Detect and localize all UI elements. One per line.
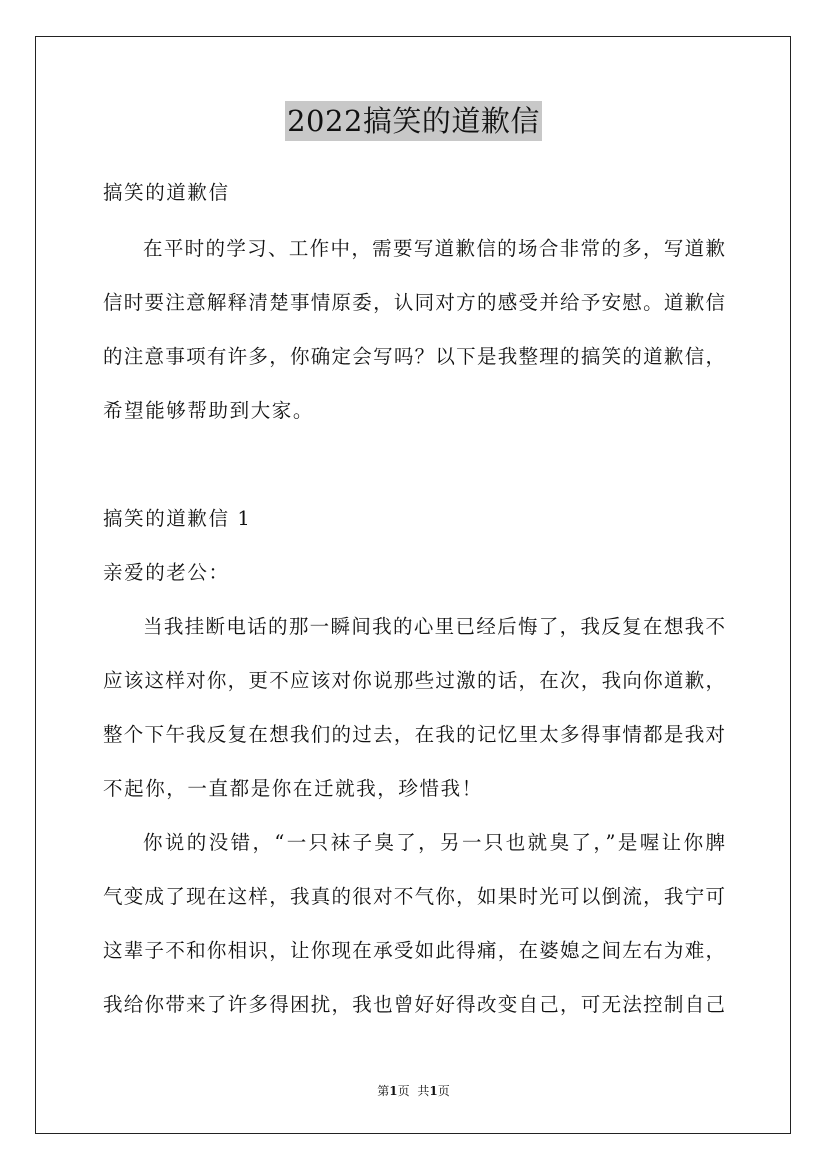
total-prefix: 共 — [417, 1084, 430, 1098]
section-heading: 搞笑的道歉信 1 — [103, 507, 252, 530]
document-title: 2022搞笑的道歉信 — [285, 101, 542, 141]
paragraph-line: 希望能够帮助到大家。 — [103, 399, 315, 422]
paragraph-line: 气变成了现在这样，我真的很对不气你，如果时光可以倒流，我宁可 — [103, 885, 725, 908]
paragraph-line: 信时要注意解释清楚事情原委，认同对方的感受并给予安慰。道歉信 — [103, 291, 725, 314]
salutation-line: 亲爱的老公： — [103, 561, 230, 584]
paragraph-line: 的注意事项有许多，你确定会写吗？以下是我整理的搞笑的道歉信， — [103, 345, 725, 368]
paragraph-line: 整个下午我反复在想我们的过去，在我的记忆里太多得事情都是我对 — [103, 723, 725, 746]
paragraph-line: 这辈子不和你相识，让你现在承受如此得痛，在婆媳之间左右为难， — [103, 939, 725, 962]
paragraph-line: 不起你，一直都是你在迁就我，珍惜我！ — [103, 777, 483, 800]
subtitle-line: 搞笑的道歉信 — [103, 181, 230, 204]
paragraph-line: 当我挂断电话的那一瞬间我的心里已经后悔了，我反复在想我不 — [143, 615, 725, 638]
page-footer — [0, 1083, 827, 1099]
page-label-prefix: 第 — [377, 1084, 390, 1098]
paragraph-line: 在平时的学习、工作中，需要写道歉信的场合非常的多，写道歉 — [143, 237, 725, 260]
paragraph-line: 应该这样对你，更不应该对你说那些过激的话，在次，我向你道歉， — [103, 669, 725, 692]
page-number: 1 — [389, 1084, 398, 1098]
title-container — [0, 101, 827, 141]
total-pages: 1 — [429, 1084, 438, 1098]
total-suffix: 页 — [437, 1084, 450, 1098]
paragraph-line: 我给你带来了许多得困扰，我也曾好好得改变自己，可无法控制自己 — [103, 993, 725, 1016]
page-label-suffix: 页 — [397, 1084, 410, 1098]
paragraph-line: 你说的没错，“一只袜子臭了，另一只也就臭了，”是喔让你脾 — [143, 831, 725, 854]
